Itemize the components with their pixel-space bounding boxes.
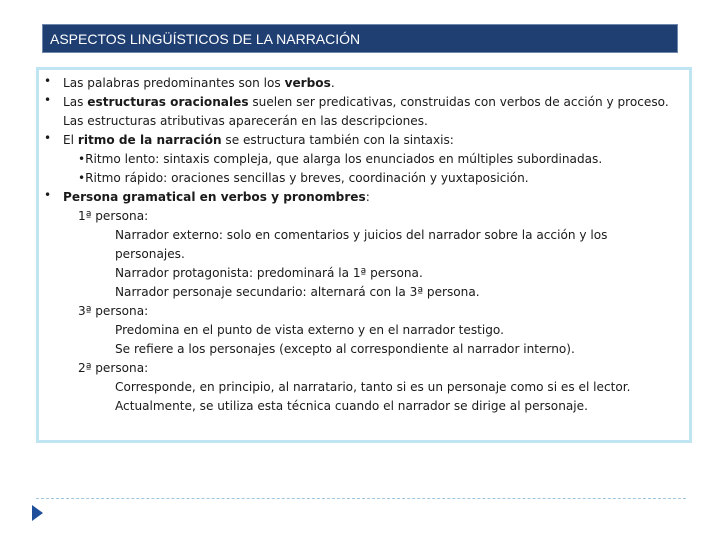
line-personajes: personajes. bbox=[115, 247, 185, 261]
line-ritmo-rapido: •Ritmo rápido: oraciones sencillas y breves, coordinación y yuxtaposición. bbox=[78, 171, 529, 185]
slide-title: ASPECTOS LINGÜÍSTICOS DE LA NARRACIÓN bbox=[42, 24, 678, 53]
line-tecnica-actual: Actualmente, se utiliza esta técnica cuando el narrador se dirige al personaje. bbox=[115, 399, 588, 413]
line-estructuras: Las estructuras oracionales suelen ser predicativas, construidas con verbos de acción y proceso. bbox=[63, 95, 669, 109]
bullet-marker: • bbox=[44, 188, 52, 202]
bullet-marker: • bbox=[44, 74, 52, 88]
line-narrador-protagonista: Narrador protagonista: predominará la 1ª persona. bbox=[115, 266, 423, 280]
line-atributivas: Las estructuras atributivas aparecerán en las descripciones. bbox=[63, 114, 428, 128]
line-primera-persona: 1ª persona: bbox=[78, 209, 149, 223]
bullet-marker: • bbox=[44, 131, 52, 145]
line-narratario: Corresponde, en principio, al narratario, tanto si es un personaje como si es el lector. bbox=[115, 380, 631, 394]
line-verbos: Las palabras predominantes son los verbos. bbox=[63, 76, 335, 90]
line-ritmo: El ritmo de la narración se estructura también con la sintaxis: bbox=[63, 133, 454, 147]
line-narrador-secundario: Narrador personaje secundario: alternará con la 3ª persona. bbox=[115, 285, 480, 299]
line-refiere-personajes: Se refiere a los personajes (excepto al correspondiente al narrador interno). bbox=[115, 342, 575, 356]
line-punto-vista: Predomina en el punto de vista externo y en el narrador testigo. bbox=[115, 323, 504, 337]
footer-divider bbox=[36, 498, 686, 499]
bullet-marker: • bbox=[44, 93, 52, 107]
line-persona: Persona gramatical en verbos y pronombres: bbox=[63, 190, 370, 204]
play-triangle-icon bbox=[32, 505, 43, 521]
line-ritmo-lento: •Ritmo lento: sintaxis compleja, que alarga los enunciados en múltiples subordinadas. bbox=[78, 152, 603, 166]
line-segunda-persona: 2ª persona: bbox=[78, 361, 149, 375]
line-narrador-externo: Narrador externo: solo en comentarios y juicios del narrador sobre la acción y los bbox=[115, 228, 608, 242]
line-tercera-persona: 3ª persona: bbox=[78, 304, 149, 318]
